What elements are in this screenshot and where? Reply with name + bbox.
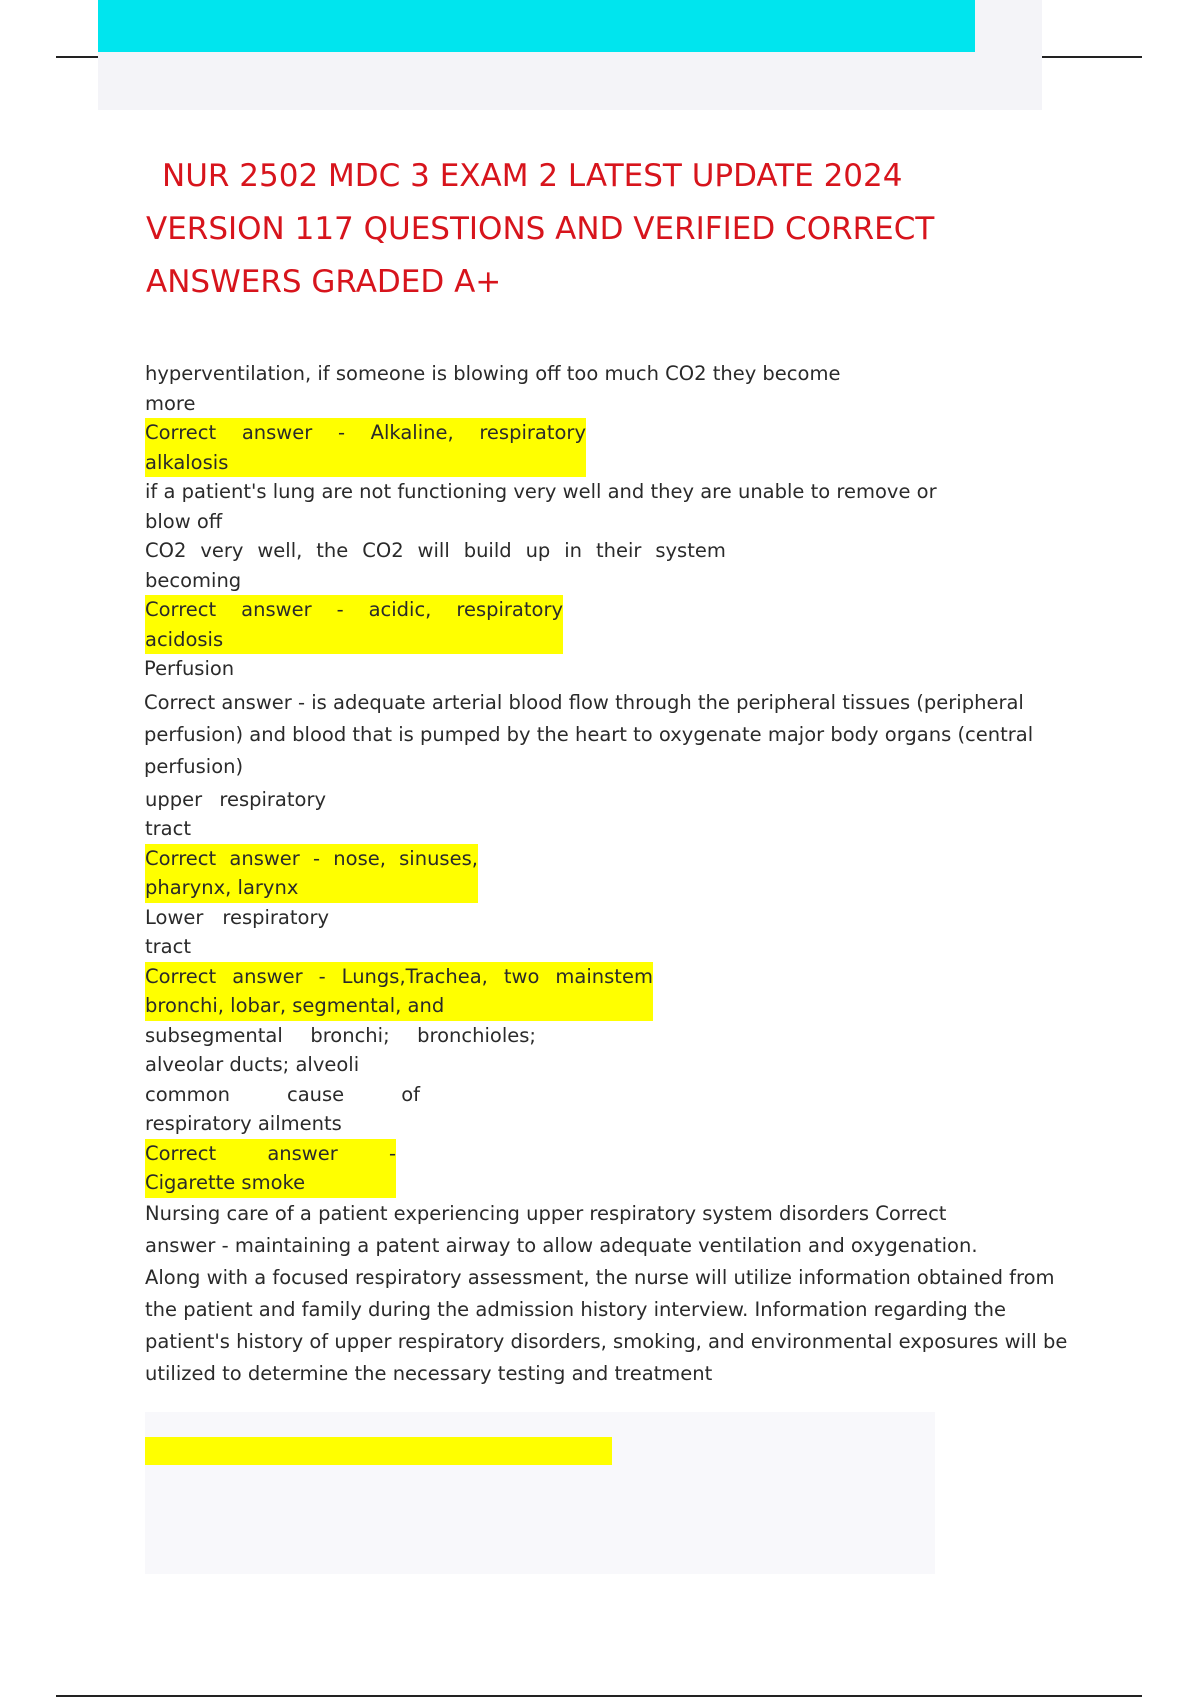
text-line: the patient and family during the admission history interview. Information regarding the <box>145 1297 1006 1321</box>
word: bronchi; <box>310 1023 390 1047</box>
word: Correct <box>145 964 217 988</box>
word: CO2 <box>362 539 404 562</box>
answer-perfusion <box>144 687 1064 783</box>
word: the <box>316 539 349 562</box>
blurred-highlight <box>145 1437 612 1465</box>
answer-common-cause <box>145 1139 396 1198</box>
title-line-3: ANSWERS GRADED A+ <box>146 264 502 300</box>
word: Correct <box>145 846 217 870</box>
text-line: tract <box>145 935 191 958</box>
text-line <box>145 1080 420 1110</box>
text-line: pharynx, larynx <box>145 876 299 899</box>
word: Correct <box>145 421 217 444</box>
question-nursing-care <box>145 1198 1075 1390</box>
word: respiratory <box>219 787 326 811</box>
text-line: Along with a focused respiratory assessment, the nurse will utilize information obtained from <box>145 1265 1055 1289</box>
question-lower-respiratory <box>145 903 329 962</box>
word: build <box>463 539 512 562</box>
word: Alkaline, <box>370 421 454 444</box>
question-upper-respiratory <box>145 785 326 844</box>
word: - <box>313 846 321 870</box>
word: answer <box>267 1141 338 1165</box>
text-line: Nursing care of a patient experiencing upper respiratory system disorders Correct <box>145 1201 947 1225</box>
word: common <box>145 1082 230 1106</box>
word: subsegmental <box>145 1023 283 1047</box>
text-line <box>145 418 586 448</box>
word: answer <box>241 598 312 621</box>
word: Lungs,Trachea, <box>341 964 488 988</box>
word: their <box>595 539 642 562</box>
answer-upper-respiratory <box>145 844 478 903</box>
word: upper <box>145 787 203 811</box>
footer-rule <box>56 1695 1142 1697</box>
text-line <box>145 903 329 933</box>
word: of <box>401 1082 420 1106</box>
question-lung-function <box>145 477 960 536</box>
header-rule-right <box>1042 56 1142 58</box>
word: CO2 <box>145 539 187 562</box>
header-rule-left <box>56 56 98 58</box>
word: Correct <box>145 598 217 621</box>
text-line: acidosis <box>145 627 224 651</box>
title-line-1: NUR 2502 MDC 3 EXAM 2 LATEST UPDATE 2024 <box>162 158 903 194</box>
text-line: becoming <box>145 568 242 592</box>
text-line: blow off <box>145 509 223 533</box>
text-line: utilized to determine the necessary testing and treatment <box>145 1361 713 1385</box>
text-line: more <box>145 391 196 415</box>
text-line: answer - maintaining a patent airway to allow adequate ventilation and oxygenation. <box>145 1233 978 1257</box>
text-line <box>145 595 563 625</box>
question-lung-function-cont <box>145 536 726 595</box>
text-line: respiratory ailments <box>145 1112 342 1135</box>
answer-lower-respiratory-cont <box>145 1021 536 1080</box>
question-hyperventilation <box>145 359 855 418</box>
text-line: hyperventilation, if someone is blowing off too much CO2 they become <box>145 362 841 385</box>
text-line <box>145 785 326 815</box>
word: - <box>388 1141 396 1165</box>
text-line <box>145 962 653 992</box>
word: answer <box>241 421 313 444</box>
text-line: bronchi, lobar, segmental, and <box>145 994 445 1017</box>
text-line: Perfusion <box>144 657 235 680</box>
word: two <box>503 964 540 988</box>
word: Correct <box>145 1141 217 1165</box>
answer-hyperventilation <box>145 418 586 477</box>
word: answer <box>229 846 300 870</box>
word: respiratory <box>222 905 329 929</box>
word: in <box>564 539 583 562</box>
word: respiratory <box>479 421 586 444</box>
text-line: perfusion) <box>144 754 244 778</box>
text-line: tract <box>145 817 191 840</box>
word: sinuses, <box>399 846 478 870</box>
word: bronchioles; <box>417 1023 536 1047</box>
answer-lower-respiratory <box>145 962 653 1021</box>
text-line: alkalosis <box>145 450 229 474</box>
question-perfusion <box>144 654 244 684</box>
text-line: alveolar ducts; alveoli <box>145 1053 360 1076</box>
answer-lung-function <box>145 595 563 654</box>
document-title <box>146 150 1086 309</box>
text-line: perfusion) and blood that is pumped by the heart to oxygenate major body organs (central <box>144 722 1034 746</box>
word: cause <box>286 1082 345 1106</box>
document-body <box>145 359 1085 1390</box>
word: well, <box>257 539 303 562</box>
question-common-cause <box>145 1080 420 1139</box>
word: answer <box>232 964 303 988</box>
word: very <box>200 539 244 562</box>
word: nose, <box>333 846 386 870</box>
text-line <box>145 1139 396 1169</box>
word: - <box>336 598 344 621</box>
text-line <box>145 1021 536 1051</box>
word: mainstem <box>555 964 653 988</box>
header-banner <box>98 0 975 52</box>
word: Lower <box>145 905 204 929</box>
word: - <box>337 421 345 444</box>
word: system <box>655 539 726 562</box>
word: acidic, <box>368 598 432 621</box>
title-line-2: VERSION 117 QUESTIONS AND VERIFIED CORRECT <box>146 211 935 247</box>
text-line: patient's history of upper respiratory disorders, smoking, and environmental exposures will be <box>145 1329 1068 1353</box>
word: will <box>417 539 450 562</box>
text-line: Cigarette smoke <box>145 1171 306 1194</box>
word: - <box>318 964 326 988</box>
text-line: if a patient's lung are not functioning very well and they are unable to remove or <box>145 480 937 503</box>
text-line: Correct answer - is adequate arterial blood flow through the peripheral tissues (peripheral <box>144 690 1024 714</box>
word: up <box>525 539 551 562</box>
word: respiratory <box>456 598 563 621</box>
text-line <box>145 844 478 874</box>
text-line <box>145 536 726 566</box>
